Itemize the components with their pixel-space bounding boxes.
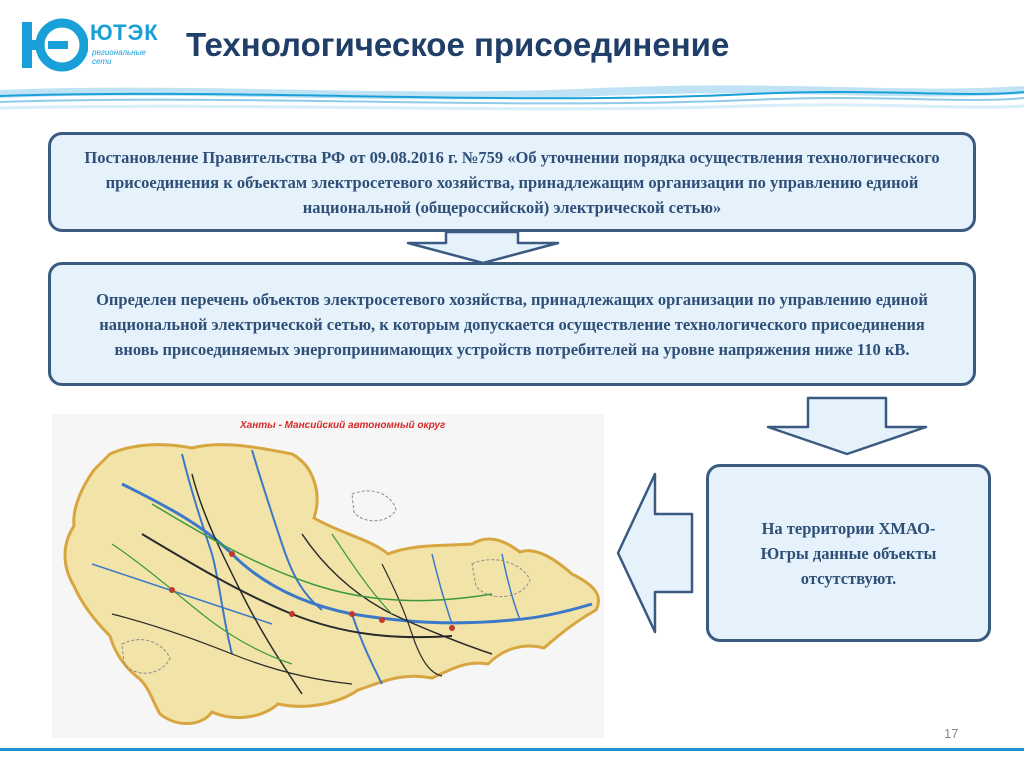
company-logo xyxy=(18,14,168,76)
conclusion-text: На территории ХМАО-Югры данные объекты отсутствуют. xyxy=(760,518,937,588)
page-number: 17 xyxy=(944,726,959,741)
conclusion-box xyxy=(706,464,991,642)
definition-text: Определен перечень объектов электросетевого хозяйства, принадлежащих организации по управлению единой национальной электрической сетью, к которым допускается осуществление технологического присоединения вновь присоединяемых энергопринимающих устройств потребителей на уровне напряжения ниже 110 кВ. xyxy=(96,289,928,359)
logo-mark-icon xyxy=(18,14,88,76)
arrow-left-icon xyxy=(614,470,696,636)
logo-subtitle-text: региональные сети xyxy=(92,48,146,66)
arrow-down-icon xyxy=(404,231,562,265)
header-wave-band xyxy=(0,80,1024,116)
logo-brand-text: ЮТЭК xyxy=(90,20,159,45)
slide-title: Технологическое присоединение xyxy=(186,26,730,63)
arrow-down-icon xyxy=(764,396,930,458)
definition-box xyxy=(48,262,976,386)
region-map xyxy=(52,414,604,738)
resolution-box xyxy=(48,132,976,232)
region-map-image xyxy=(52,414,604,738)
map-title: Ханты - Мансийский автономный округ xyxy=(240,420,446,431)
footer-line xyxy=(0,748,1024,751)
resolution-text: Постановление Правительства РФ от 09.08.2016 г. №759 «Об уточнении порядка осуществления технологического присоединения к объектам электросетевого хозяйства, принадлежащим организации по управлению единой национальной (общероссийской) электрической сетью» xyxy=(84,147,940,217)
